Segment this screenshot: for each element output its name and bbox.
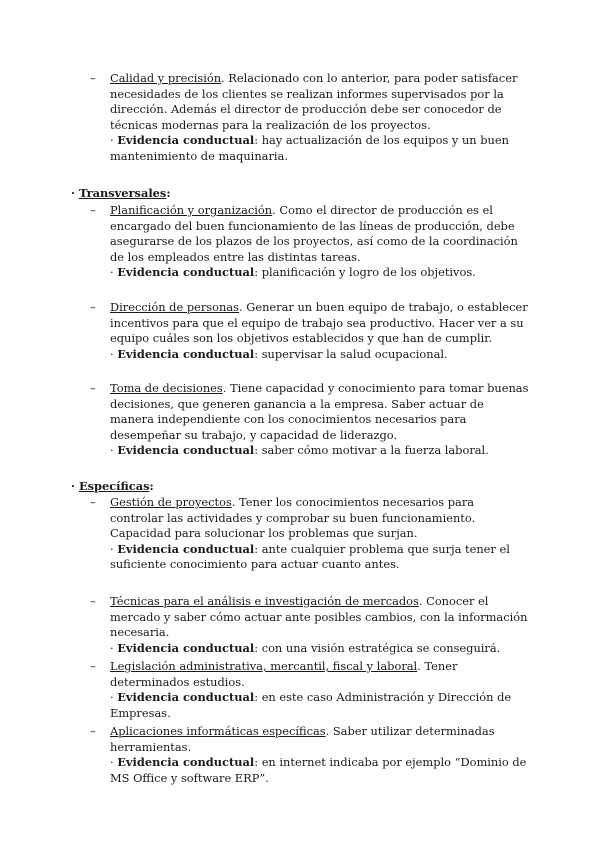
item-text: . Saber utilizar determinadas herramientas. [110,724,495,754]
item-title: Aplicaciones informáticas específicas [110,724,326,738]
evidence-line: · Evidencia conductual: en internet indicaba por ejemplo “Dominio de MS Office y software ERP”. [110,755,527,785]
evidence-label: Evidencia conductual [117,133,255,148]
item-text: . Como el director de producción es el encargado del buen funcionamiento de las líneas de producción, debe asegurarse de los plazos de los proyectos, así como de la coordinación de los empleados entre las distintas tareas. [110,203,518,264]
item-text: . Tiene capacidad y conocimiento para tomar buenas decisiones, que generen ganancia a la empresa. Saber actuar de manera independiente con los conocimientos necesarios para desempeñar su trabajo, y capacidad de liderazgo. [110,381,529,442]
evidence-label: Evidencia conductual [117,346,255,361]
evidence-text: : planificación y logro de los objetivos. [254,265,476,280]
evidence-label: Evidencia conductual [117,690,255,705]
list-item [90,495,530,573]
section-heading-especificas: · Específicas: [71,479,154,493]
dash-marker: – [90,203,96,217]
item-title: Dirección de personas [110,300,239,314]
item-title: Técnicas para el análisis e investigación de mercados [110,594,419,608]
evidence-text: : saber cómo motivar a la fuerza laboral. [254,443,489,458]
list-item [90,381,530,459]
item-text: . Tener los conocimientos necesarios para controlar las actividades y comprobar su buen funcionamiento. Capacidad para solucionar los problemas que surjan. [110,495,476,541]
dash-marker: – [90,381,96,395]
dash-marker: – [90,659,96,673]
evidence-text: : en internet indicaba por ejemplo “Dominio de MS Office y software ERP”. [110,755,527,785]
evidence-line: · Evidencia conductual: en este caso Administración y Dirección de Empresas. [110,690,512,720]
item-text: . Relacionado con lo anterior, para poder satisfacer necesidades de los clientes se realizan informes supervisados por la dirección. Además el director de producción debe ser conocedor de técnicas modernas para la realización de los proyectos. [110,71,518,132]
list-item [90,300,530,362]
section-heading-transversales: · Transversales: [71,186,171,200]
list-item [90,724,530,786]
evidence-line: · Evidencia conductual: ante cualquier problema que surja tener el suficiente conocimiento para actuar cuanto antes. [110,541,510,572]
list-item [90,203,530,281]
item-title: Legislación administrativa, mercantil, fiscal y laboral [110,659,418,673]
list-item [90,71,530,165]
evidence-line: · Evidencia conductual: saber cómo motivar a la fuerza laboral. [110,443,489,458]
dash-marker: – [90,724,96,738]
evidence-text: : supervisar la salud ocupacional. [254,346,448,361]
list-item [90,659,530,721]
dash-marker: – [90,495,96,509]
evidence-label: Evidencia conductual [117,265,255,280]
item-text: . Tener determinados estudios. [110,659,458,689]
evidence-line: · Evidencia conductual: con una visión estratégica se conseguirá. [110,640,501,655]
evidence-text: : con una visión estratégica se conseguirá. [254,640,501,655]
item-title: Toma de decisiones [110,381,223,395]
item-text: . Generar un buen equipo de trabajo, o establecer incentivos para que el equipo de trabajo sea productivo. Hacer ver a su equipo cuáles son los objetivos establecidos y que han de cumplir. [110,300,528,346]
evidence-label: Evidencia conductual [117,640,255,655]
evidence-text: : ante cualquier problema que surja tener el suficiente conocimiento para actuar cuanto antes. [110,541,510,572]
dash-marker: – [90,594,96,608]
item-title: Gestión de proyectos [110,495,232,509]
item-title: Calidad y precisión [110,71,222,85]
evidence-line: · Evidencia conductual: supervisar la salud ocupacional. [110,346,448,361]
list-item [90,594,530,656]
evidence-text: : en este caso Administración y Dirección de Empresas. [110,690,512,720]
item-text: . Conocer el mercado y saber cómo actuar ante posibles cambios, con la información necesaria. [110,594,528,640]
evidence-line: · Evidencia conductual: planificación y logro de los objetivos. [110,265,476,280]
evidence-line: · Evidencia conductual: hay actualización de los equipos y un buen mantenimiento de maquinaria. [110,133,509,163]
evidence-label: Evidencia conductual [117,541,255,556]
evidence-label: Evidencia conductual [117,755,255,770]
dash-marker: – [90,71,96,85]
item-title: Planificación y organización [110,203,273,217]
evidence-text: : hay actualización de los equipos y un buen mantenimiento de maquinaria. [110,133,509,163]
evidence-label: Evidencia conductual [117,443,255,458]
dash-marker: – [90,300,96,314]
